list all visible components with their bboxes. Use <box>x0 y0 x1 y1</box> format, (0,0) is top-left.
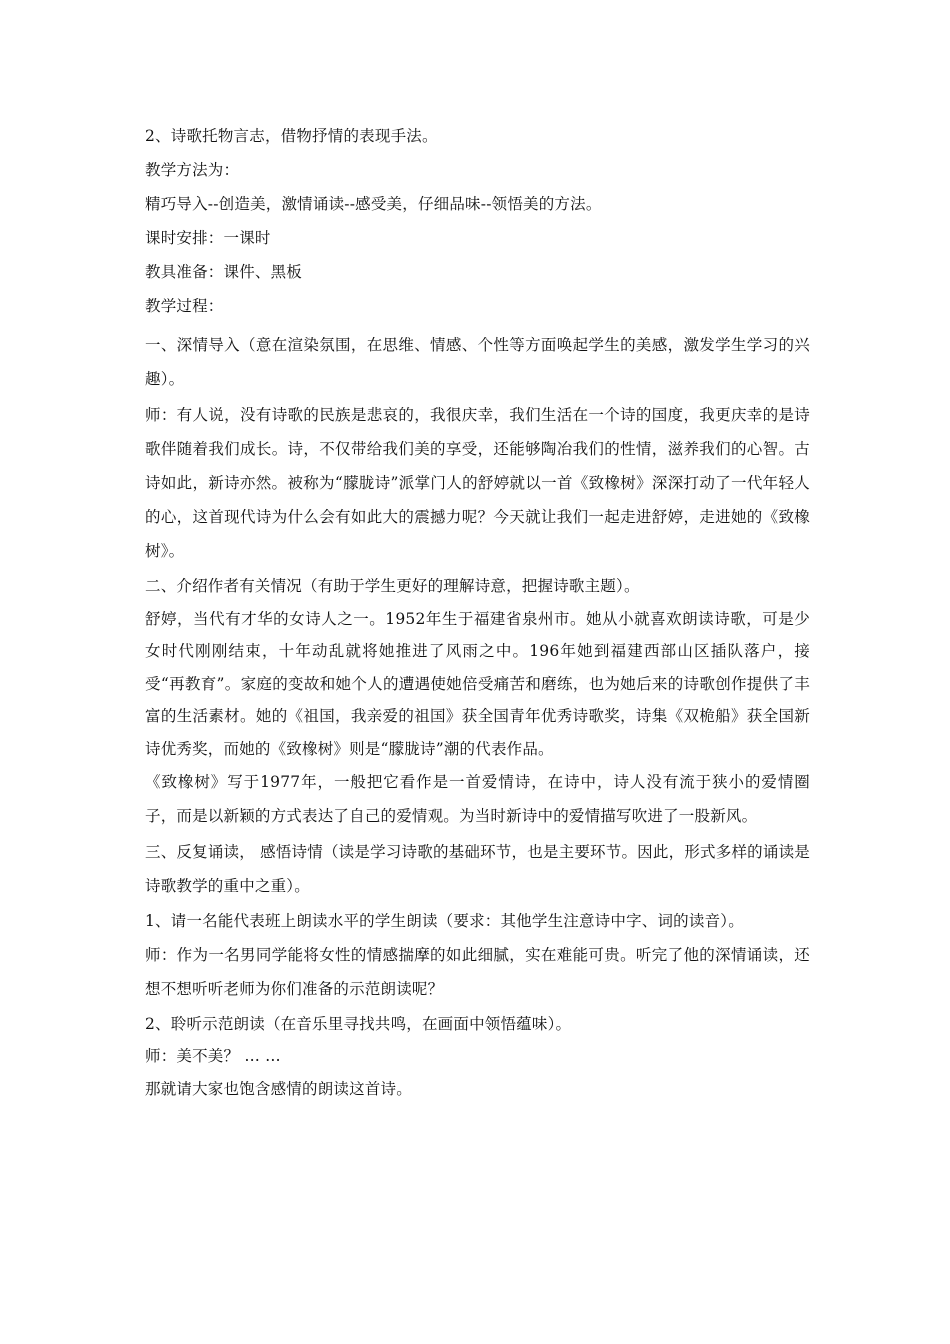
paragraph-process-heading: 教学过程： <box>145 297 224 315</box>
paragraph-step-two: 2、聆听示范朗读（在音乐里寻找共鸣，在画面中领悟蕴味）。 <box>145 1014 572 1033</box>
paragraph-section-two: 二、介绍作者有关情况（有助于学生更好的理解诗意，把握诗歌主题）。 <box>145 577 640 595</box>
document-body <box>145 126 810 1105</box>
paragraph-teacher-question: 师：美不美？ … … <box>145 1047 281 1065</box>
paragraph-closing: 那就请大家也饱含感情的朗读这首诗。 <box>145 1079 412 1098</box>
paragraph-schedule: 课时安排：一课时 <box>145 229 271 247</box>
paragraph-teacher-comment: 师：作为一名男同学能将女性的情感揣摩的如此细腻，实在难能可贵。听完了他的深情诵读，还想不想听听老师为你们准备的示范朗读呢？ <box>145 945 810 998</box>
paragraph-poem-background: 《致橡树》写于1977年，一般把它看作是一首爱情诗，在诗中，诗人没有流于狭小的爱情圈子，而是以新颖的方式表达了自己的爱情观。为当时新诗中的爱情描写吹进了一股新风。 <box>145 773 810 825</box>
paragraph-author-bio: 舒婷，当代有才华的女诗人之一。1952年生于福建省泉州市。她从小就喜欢朗读诗歌，可是少女时代刚刚结束，十年动乱就将她推进了风雨之中。196年她到福建西部山区插队落户，接受“再教育”。家庭的变故和她个人的遭遇使她倍受痛苦和磨练，也为她后来的诗歌创作提供了丰富的生活素材。她的《祖国，我亲爱的祖国》获全国青年优秀诗歌奖，诗集《双桅船》获全国新诗优秀奖，而她的《致橡树》则是“朦胧诗”潮的代表作品。 <box>145 609 810 758</box>
paragraph-method-heading: 教学方法为： <box>145 161 240 179</box>
paragraph-teacher-intro: 师：有人说，没有诗歌的民族是悲哀的，我很庆幸，我们生活在一个诗的国度，我更庆幸的是诗歌伴随着我们成长。诗，不仅带给我们美的享受，还能够陶冶我们的性情，滋养我们的心智。古诗如此，新诗亦然。被称为“朦胧诗”派掌门人的舒婷就以一首《致橡树》深深打动了一代年轻人的心，这首现代诗为什么会有如此大的震撼力呢？今天就让我们一起走进舒婷，走进她的《致橡树》。 <box>145 406 810 560</box>
paragraph-technique: 2、诗歌托物言志，借物抒情的表现手法。 <box>145 127 438 145</box>
paragraph-section-three: 三、反复诵读， 感悟诗情（读是学习诗歌的基础环节，也是主要环节。因此，形式多样的诵读是诗歌教学的重中之重）。 <box>145 843 810 895</box>
paragraph-section-one: 一、深情导入（意在渲染氛围，在思维、情感、个性等方面唤起学生的美感，激发学生学习的兴趣）。 <box>145 336 810 388</box>
paragraph-method: 精巧导入--创造美，激情诵读--感受美，仔细品味--领悟美的方法。 <box>145 195 602 213</box>
paragraph-step-one: 1、请一名能代表班上朗读水平的学生朗读（要求：其他学生注意诗中字、词的读音）。 <box>145 912 744 930</box>
paragraph-tools: 教具准备：课件、黑板 <box>145 263 303 281</box>
